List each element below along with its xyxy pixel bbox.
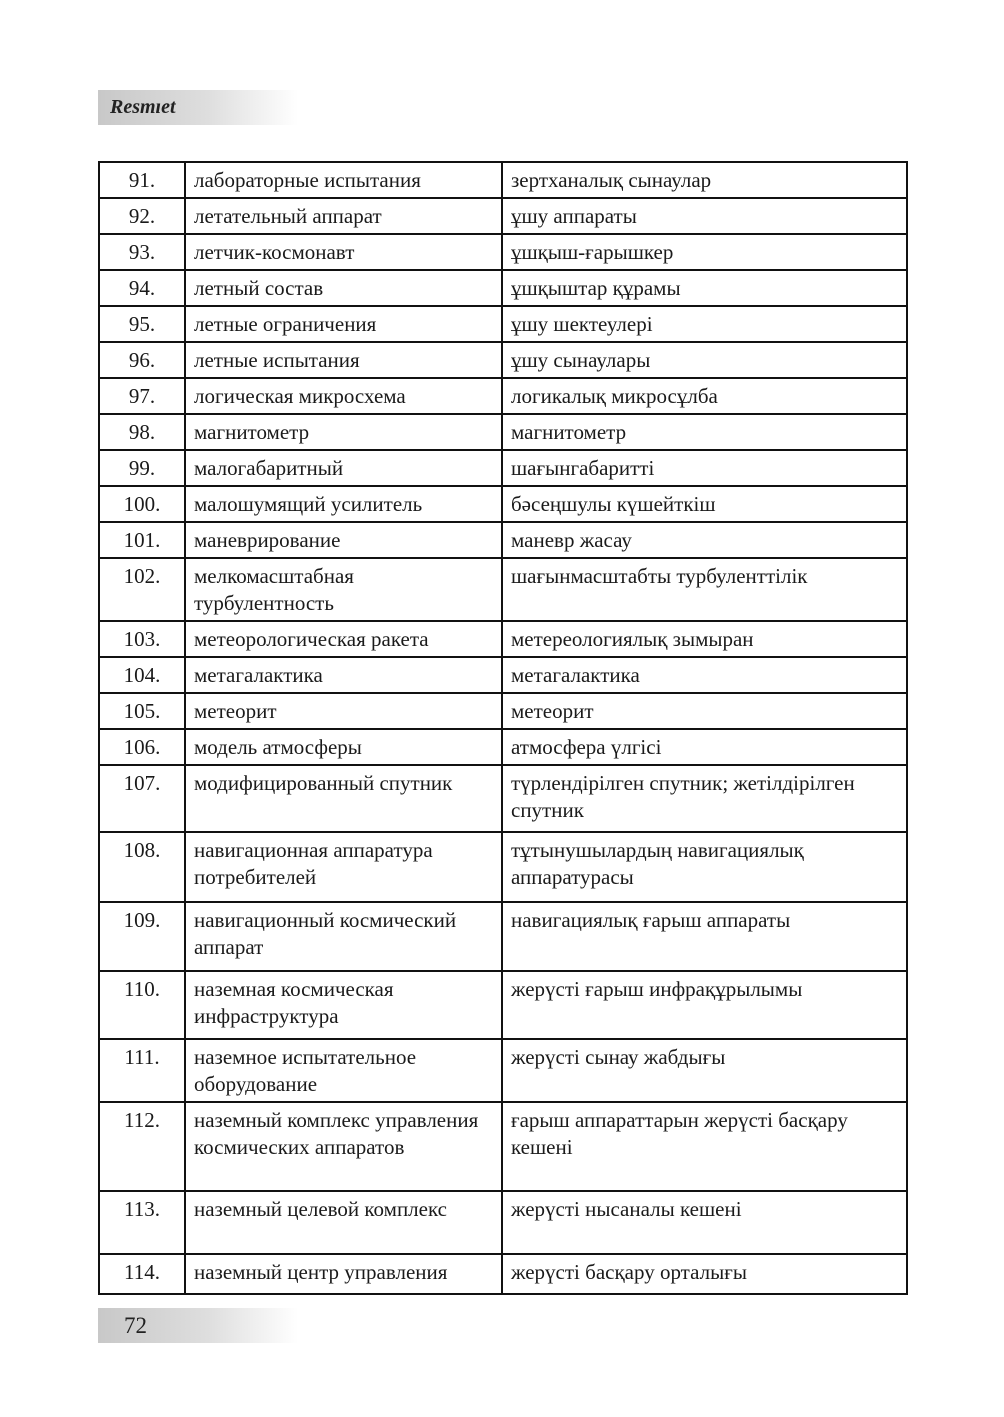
table-row	[99, 234, 907, 270]
term-kazakh: навигациялық ғарыш аппараты	[502, 902, 907, 971]
term-russian: наземный целевой комплекс	[185, 1191, 502, 1254]
term-russian: наземный комплекс управления космических аппаратов	[185, 1102, 502, 1191]
term-number: 111.	[99, 1039, 185, 1102]
term-number: 92.	[99, 198, 185, 234]
table-row	[99, 621, 907, 657]
term-kazakh: түрлендірілген спутник; жетілдірілген спутник	[502, 765, 907, 832]
header-label: Resmıet	[110, 96, 176, 118]
term-kazakh: логикалық микросұлба	[502, 378, 907, 414]
term-number: 98.	[99, 414, 185, 450]
term-number: 112.	[99, 1102, 185, 1191]
table-row	[99, 693, 907, 729]
term-kazakh: шағынмасштабты турбуленттілік	[502, 558, 907, 621]
page-number: 72	[124, 1313, 147, 1338]
table-row	[99, 729, 907, 765]
term-number: 105.	[99, 693, 185, 729]
table-row	[99, 414, 907, 450]
term-number: 108.	[99, 832, 185, 902]
table-row	[99, 378, 907, 414]
term-number: 94.	[99, 270, 185, 306]
term-kazakh: ғарыш аппараттарын жерүсті басқару кешені	[502, 1102, 907, 1191]
term-kazakh: жерүсті басқару орталығы	[502, 1254, 907, 1294]
term-kazakh: маневр жасау	[502, 522, 907, 558]
term-russian: метеорологическая ракета	[185, 621, 502, 657]
table-row	[99, 1039, 907, 1102]
term-kazakh: жерүсті ғарыш инфрақұрылымы	[502, 971, 907, 1039]
term-number: 93.	[99, 234, 185, 270]
term-number: 104.	[99, 657, 185, 693]
table-row	[99, 1102, 907, 1191]
term-russian: наземное испытательное оборудование	[185, 1039, 502, 1102]
term-number: 103.	[99, 621, 185, 657]
term-kazakh: жерүсті нысаналы кешені	[502, 1191, 907, 1254]
term-kazakh: метереологиялық зымыран	[502, 621, 907, 657]
term-number: 109.	[99, 902, 185, 971]
table-row	[99, 971, 907, 1039]
term-number: 113.	[99, 1191, 185, 1254]
term-russian: логическая микросхема	[185, 378, 502, 414]
term-russian: метагалактика	[185, 657, 502, 693]
term-number: 101.	[99, 522, 185, 558]
term-kazakh: бәсеңшулы күшейткіш	[502, 486, 907, 522]
running-header	[98, 90, 298, 125]
term-russian: малогабаритный	[185, 450, 502, 486]
term-number: 100.	[99, 486, 185, 522]
term-russian: летный состав	[185, 270, 502, 306]
term-number: 97.	[99, 378, 185, 414]
term-russian: летчик-космонавт	[185, 234, 502, 270]
table-row	[99, 342, 907, 378]
table-row	[99, 765, 907, 832]
term-number: 114.	[99, 1254, 185, 1294]
term-russian: навигационная аппаратура потребителей	[185, 832, 502, 902]
term-russian: мелкомасштабная турбулентность	[185, 558, 502, 621]
table-row	[99, 657, 907, 693]
term-number: 106.	[99, 729, 185, 765]
table-row	[99, 832, 907, 902]
term-kazakh: ұшу сынаулары	[502, 342, 907, 378]
term-russian: маневрирование	[185, 522, 502, 558]
glossary-table	[98, 161, 908, 1295]
term-kazakh: тұтынушылардың навигациялық аппаратурасы	[502, 832, 907, 902]
table-row	[99, 198, 907, 234]
table-row	[99, 902, 907, 971]
term-russian: магнитометр	[185, 414, 502, 450]
term-russian: метеорит	[185, 693, 502, 729]
table-row	[99, 450, 907, 486]
term-kazakh: жерүсті сынау жабдығы	[502, 1039, 907, 1102]
term-russian: летные ограничения	[185, 306, 502, 342]
table-row	[99, 486, 907, 522]
table-row	[99, 558, 907, 621]
term-kazakh: ұшқыш-ғарышкер	[502, 234, 907, 270]
term-russian: наземная космическая инфраструктура	[185, 971, 502, 1039]
term-russian: малошумящий усилитель	[185, 486, 502, 522]
term-number: 102.	[99, 558, 185, 621]
term-russian: наземный центр управления	[185, 1254, 502, 1294]
term-number: 99.	[99, 450, 185, 486]
term-kazakh: ұшу аппараты	[502, 198, 907, 234]
table-row	[99, 1191, 907, 1254]
table-row	[99, 162, 907, 198]
table-row	[99, 1254, 907, 1294]
term-kazakh: шағынгабаритті	[502, 450, 907, 486]
term-kazakh: метеорит	[502, 693, 907, 729]
table-row	[99, 522, 907, 558]
term-number: 91.	[99, 162, 185, 198]
term-number: 107.	[99, 765, 185, 832]
term-russian: модель атмосферы	[185, 729, 502, 765]
term-kazakh: зертханалық сынаулар	[502, 162, 907, 198]
term-kazakh: ұшу шектеулері	[502, 306, 907, 342]
term-number: 110.	[99, 971, 185, 1039]
term-kazakh: метагалактика	[502, 657, 907, 693]
term-russian: модифицированный спутник	[185, 765, 502, 832]
term-russian: летательный аппарат	[185, 198, 502, 234]
term-kazakh: атмосфера үлгісі	[502, 729, 907, 765]
term-russian: лабораторные испытания	[185, 162, 502, 198]
term-russian: навигационный космический аппарат	[185, 902, 502, 971]
term-kazakh: ұшқыштар құрамы	[502, 270, 907, 306]
table-row	[99, 270, 907, 306]
term-number: 95.	[99, 306, 185, 342]
term-kazakh: магнитометр	[502, 414, 907, 450]
table-row	[99, 306, 907, 342]
term-russian: летные испытания	[185, 342, 502, 378]
page-footer	[98, 1308, 298, 1343]
term-number: 96.	[99, 342, 185, 378]
